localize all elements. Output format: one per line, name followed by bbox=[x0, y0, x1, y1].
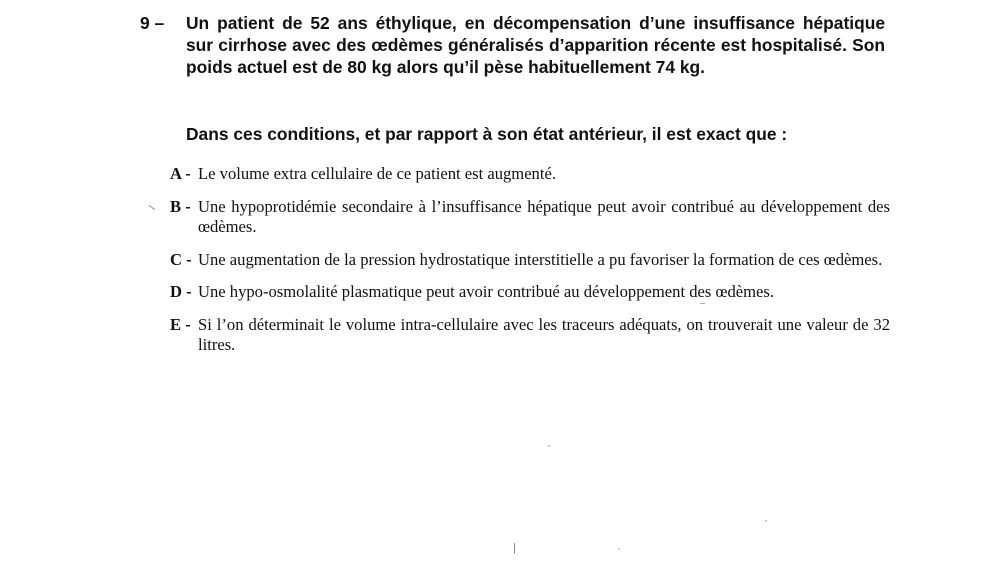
scan-speck bbox=[618, 548, 620, 550]
option-text: Une augmentation de la pression hydrostatique interstitielle a pu favoriser la formation de ces œdèmes. bbox=[198, 249, 883, 269]
option-c bbox=[170, 250, 890, 271]
option-text: Le volume extra cellulaire de ce patient est augmenté. bbox=[198, 164, 556, 183]
question-block bbox=[140, 12, 885, 78]
option-a bbox=[170, 164, 890, 185]
question-stem: Un patient de 52 ans éthylique, en décompensation d’une insuffisance hépatique sur cirrhose avec des œdèmes généralisés d’apparition récente est hospitalisé. Son poids actuel est de 80 kg alors qu’il pèse habituellement 74 kg. bbox=[186, 13, 885, 77]
scan-speck bbox=[148, 205, 155, 210]
answer-options bbox=[170, 164, 890, 368]
option-text: Une hypo-osmolalité plasmatique peut avoir contribué au développement des œdèmes. bbox=[198, 282, 775, 301]
option-letter: D - bbox=[170, 282, 192, 301]
option-letter: B - bbox=[170, 196, 191, 216]
option-letter: E - bbox=[170, 314, 191, 334]
option-letter: A - bbox=[170, 164, 191, 183]
option-text: Une hypoprotidémie secondaire à l’insuffisance hépatique peut avoir contribué au développement des œdèmes. bbox=[198, 196, 890, 236]
option-d bbox=[170, 282, 890, 303]
option-b bbox=[170, 197, 890, 238]
scan-speck bbox=[548, 445, 550, 447]
option-e bbox=[170, 315, 890, 356]
option-letter: C - bbox=[170, 249, 192, 269]
scan-speck bbox=[700, 303, 705, 304]
scan-speck bbox=[765, 520, 767, 522]
question-number: 9 – bbox=[140, 13, 165, 33]
scan-speck bbox=[514, 543, 515, 554]
question-prompt: Dans ces conditions, et par rapport à son état antérieur, il est exact que : bbox=[186, 124, 788, 144]
option-text: Si l’on déterminait le volume intra-cellulaire avec les traceurs adéquats, on trouverait une valeur de 32 litres. bbox=[198, 314, 890, 354]
